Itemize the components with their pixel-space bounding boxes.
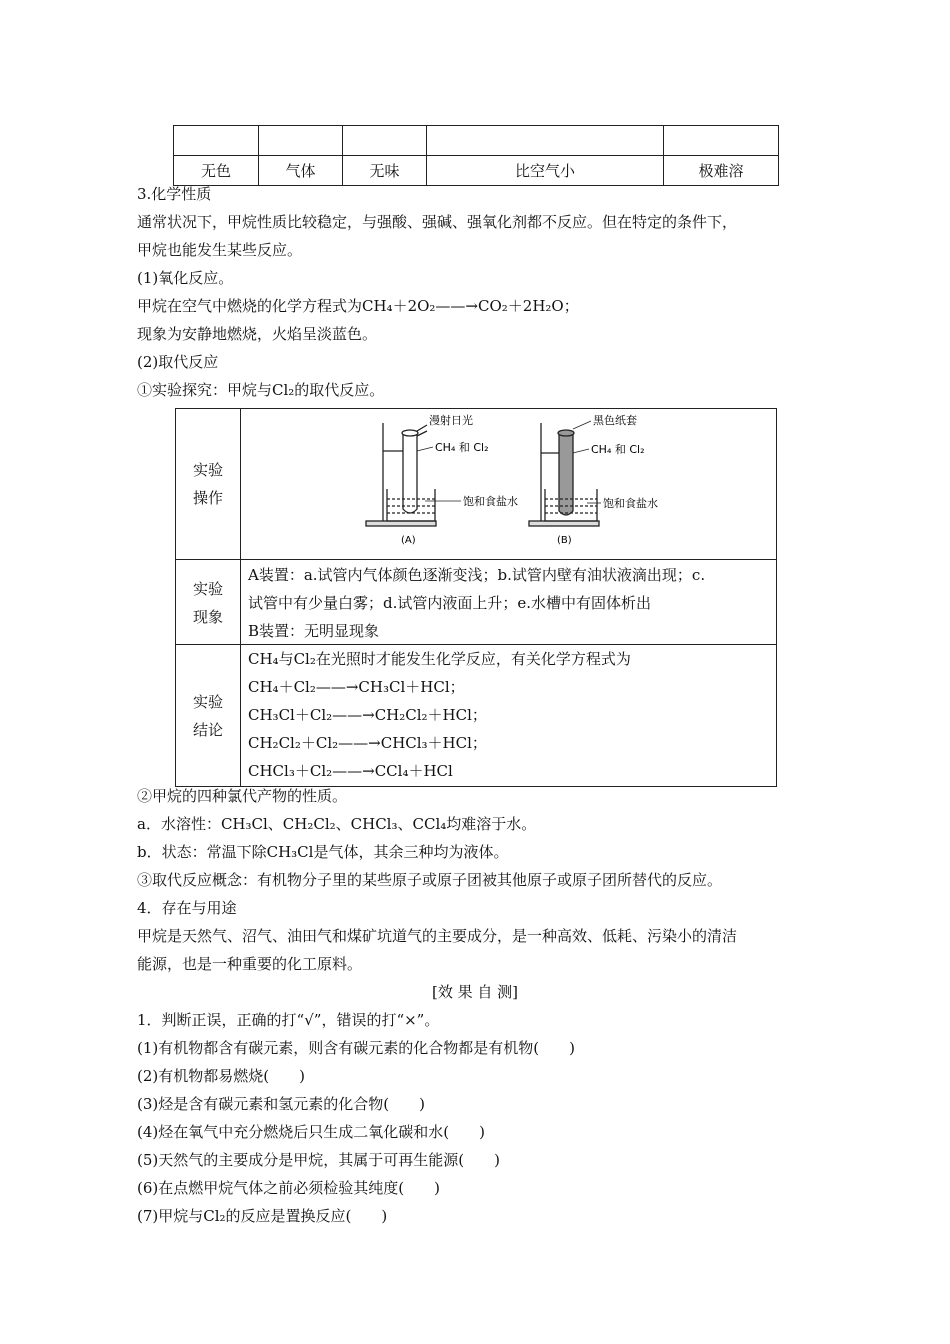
apparatus-b [529, 421, 601, 526]
figure-label: 黑色纸套 [593, 414, 637, 427]
text-line: 试管中有少量白雾；d.试管内液面上升；e.水槽中有固体析出 [248, 594, 652, 612]
figure-label: CH₄ 和 Cl₂ [435, 441, 489, 454]
text-line: A装置：a.试管内气体颜色逐渐变浅；b.试管内壁有油状液滴出现；c. [248, 566, 706, 584]
paragraph-line: ③取代反应概念：有机物分子里的某些原子或原子团被其他原子或原子团所替代的反应。 [137, 871, 723, 889]
subsection-title: (1)氧化反应。 [137, 269, 234, 287]
subsection-title: (2)取代反应 [137, 353, 219, 371]
experiment-table [175, 408, 777, 787]
table-cell: 气体 [259, 156, 343, 186]
apparatus-a [366, 423, 461, 526]
table-cell: 比空气小 [427, 156, 664, 186]
question-item: (3)烃是含有碳元素和氢元素的化合物( ) [137, 1095, 425, 1113]
paragraph-line: b．状态：常温下除CH₃Cl是气体，其余三种均为液体。 [137, 843, 509, 861]
question-item: (2)有机物都易燃烧( ) [137, 1067, 305, 1085]
question-stem: 1．判断正误，正确的打“√”，错误的打“×”。 [137, 1011, 440, 1029]
equation-line: CHCl₃＋Cl₂——→CCl₄＋HCl [248, 762, 453, 780]
subsection-title: ②甲烷的四种氯代产物的性质。 [137, 787, 348, 805]
question-item: (6)在点燃甲烷气体之前必须检验其纯度( ) [137, 1179, 440, 1197]
section-title: 3.化学性质 [137, 185, 212, 203]
question-item: (7)甲烷与Cl₂的反应是置换反应( ) [137, 1207, 388, 1225]
paragraph-line: ①实验探究：甲烷与Cl₂的取代反应。 [137, 381, 385, 399]
apparatus-figure [361, 411, 671, 557]
text-line: B装置：无明显现象 [248, 622, 380, 640]
table-cell: 无味 [343, 156, 427, 186]
equation-line: CH₂Cl₂＋Cl₂——→CHCl₃＋HCl； [248, 734, 487, 752]
table-cell: 极难溶 [664, 156, 779, 186]
table-row [176, 559, 776, 645]
paragraph-line: a．水溶性：CH₃Cl、CH₂Cl₂、CHCl₃、CCl₄均难溶于水。 [137, 815, 537, 833]
figure-label: 饱和食盐水 [463, 495, 518, 508]
section-title: 4．存在与用途 [137, 899, 237, 917]
text-line: CH₄与Cl₂在光照时才能发生化学反应，有关化学方程式为 [248, 650, 631, 668]
table-row [176, 644, 776, 787]
question-item: (4)烃在氧气中充分燃烧后只生成二氧化碳和水( ) [137, 1123, 485, 1141]
equation-line: CH₄＋Cl₂——→CH₃Cl＋HCl； [248, 678, 465, 696]
figure-label: 漫射日光 [429, 414, 473, 427]
table-row [176, 409, 776, 559]
question-item: (5)天然气的主要成分是甲烷，其属于可再生能源( ) [137, 1151, 500, 1169]
equation-line: CH₃Cl＋Cl₂——→CH₂Cl₂＋HCl； [248, 706, 487, 724]
table-row [174, 156, 779, 186]
property-table [173, 125, 779, 186]
paragraph-line: 甲烷是天然气、沼气、油田气和煤矿坑道气的主要成分，是一种高效、低耗、污染小的清洁 [137, 927, 738, 945]
row-label: 实验 结论 [176, 645, 241, 787]
question-item: (1)有机物都含有碳元素，则含有碳元素的化合物都是有机物( ) [137, 1039, 575, 1057]
table-row [174, 126, 779, 156]
paragraph-line: 甲烷也能发生某些反应。 [137, 241, 303, 259]
paragraph-line: 现象为安静地燃烧，火焰呈淡蓝色。 [137, 325, 378, 343]
paragraph-line: 通常状况下，甲烷性质比较稳定，与强酸、强碱、强氧化剂都不反应。但在特定的条件下， [137, 213, 738, 231]
figure-caption: (B) [557, 535, 572, 546]
row-label: 实验 操作 [176, 409, 241, 559]
row-content [248, 645, 770, 785]
self-test-heading: [效 果 自 测] [431, 983, 518, 1001]
figure-label: 饱和食盐水 [603, 497, 658, 510]
equation-line: 甲烷在空气中燃烧的化学方程式为CH₄＋2O₂——→CO₂＋2H₂O； [137, 297, 579, 315]
paragraph-line: 能源，也是一种重要的化工原料。 [137, 955, 363, 973]
figure-label: CH₄ 和 Cl₂ [591, 443, 645, 456]
row-content [248, 561, 770, 645]
row-label: 实验 现象 [176, 560, 241, 645]
figure-caption: (A) [401, 535, 416, 546]
table-cell: 无色 [174, 156, 259, 186]
